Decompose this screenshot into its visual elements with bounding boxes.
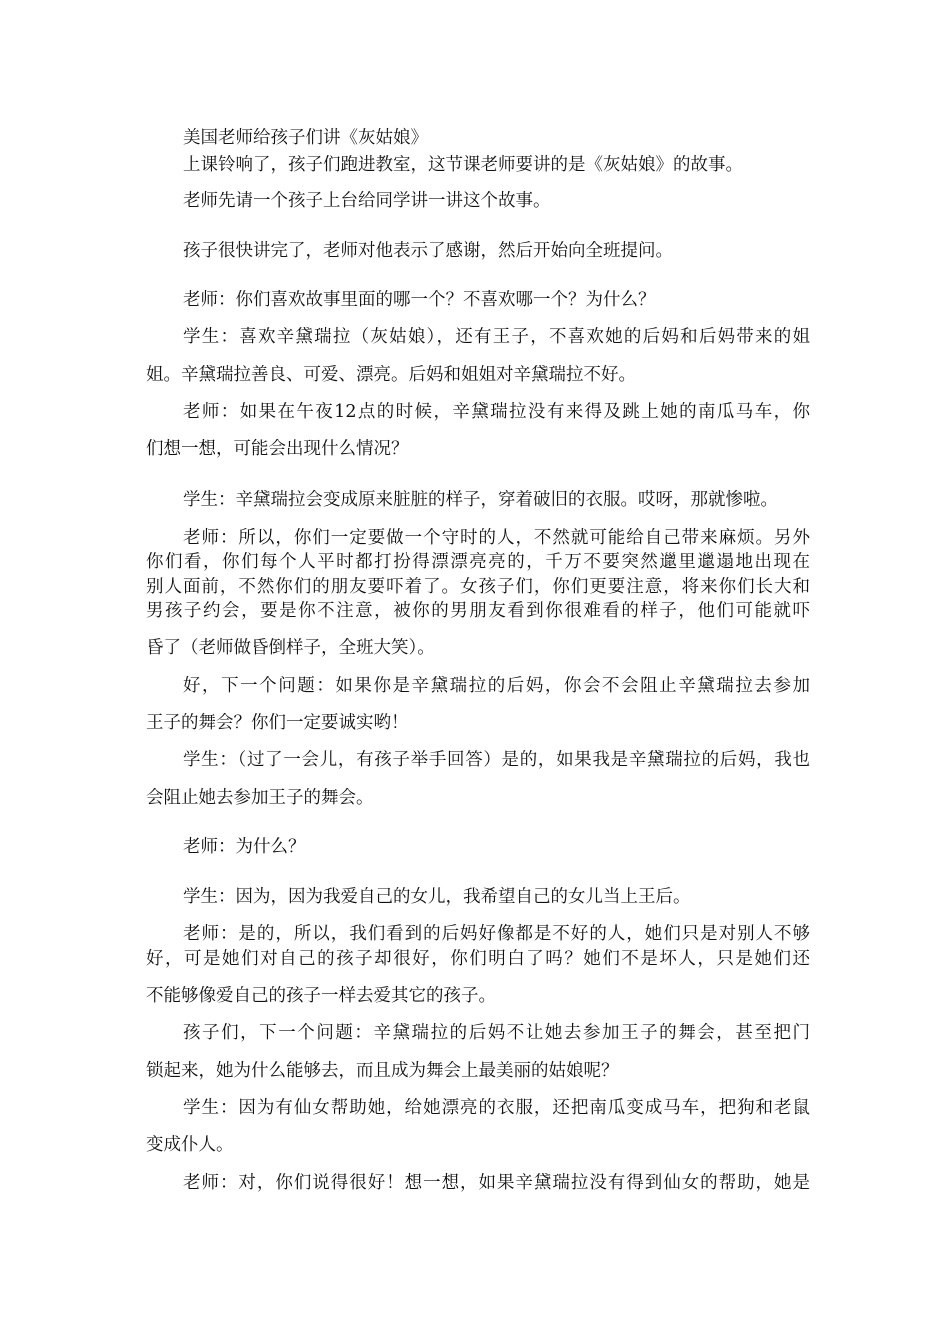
- text-line: 会阻止她去参加王子的舞会。: [146, 788, 374, 808]
- text-line: 老师：所以，你们一定要做一个守时的人，不然就可能给自己带来麻烦。另外: [183, 528, 810, 548]
- text-line: 好，可是她们对自己的孩子却很好，你们明白了吗？她们不是坏人，只是她们还: [146, 949, 810, 969]
- document-title: 美国老师给孩子们讲《灰姑娘》: [183, 128, 428, 148]
- text-line: 变成仆人。: [146, 1135, 234, 1155]
- text-line: 老师：是的，所以，我们看到的后妈好像都是不好的人，她们只是对别人不够: [183, 924, 810, 944]
- text-line: 学生：喜欢辛黛瑞拉（灰姑娘），还有王子，不喜欢她的后妈和后妈带来的姐: [183, 327, 810, 347]
- text-line: 别人面前，不然你们的朋友要吓着了。女孩子们，你们更要注意，将来你们长大和: [146, 577, 810, 597]
- text-line: 老师先请一个孩子上台给同学讲一讲这个故事。: [183, 191, 551, 211]
- text-line: 你们看，你们每个人平时都打扮得漂漂亮亮的，千万不要突然邋里邋遢地出现在: [146, 552, 810, 572]
- text-line: 好，下一个问题：如果你是辛黛瑞拉的后妈，你会不会阻止辛黛瑞拉去参加: [183, 676, 810, 696]
- text-line: 学生：因为有仙女帮助她，给她漂亮的衣服，还把南瓜变成马车，把狗和老鼠: [183, 1098, 810, 1118]
- text-line: 学生：因为，因为我爱自己的女儿，我希望自己的女儿当上王后。: [183, 887, 691, 907]
- text-line: 姐。辛黛瑞拉善良、可爱、漂亮。后妈和姐姐对辛黛瑞拉不好。: [146, 365, 636, 385]
- text-line: 老师：为什么？: [183, 837, 306, 857]
- text-line: 男孩子约会，要是你不注意，被你的男朋友看到你很难看的样子，他们可能就吓: [146, 601, 810, 621]
- text-line: 锁起来，她为什么能够去，而且成为舞会上最美丽的姑娘呢？: [146, 1061, 619, 1081]
- text-line: 学生：辛黛瑞拉会变成原来脏脏的样子，穿着破旧的衣服。哎呀，那就惨啦。: [183, 490, 778, 510]
- text-line: 老师：如果在午夜12点的时候，辛黛瑞拉没有来得及跳上她的南瓜马车，你: [183, 402, 810, 422]
- text-line: 上课铃响了，孩子们跑进教室，这节课老师要讲的是《灰姑娘》的故事。: [183, 155, 743, 175]
- text-line: 老师：你们喜欢故事里面的哪一个？不喜欢哪一个？为什么？: [183, 290, 656, 310]
- text-line: 学生：（过了一会儿，有孩子举手回答）是的，如果我是辛黛瑞拉的后妈，我也: [183, 750, 810, 770]
- text-line: 不能够像爱自己的孩子一样去爱其它的孩子。: [146, 986, 496, 1006]
- text-line: 王子的舞会？你们一定要诚实哟！: [146, 713, 409, 733]
- text-line: 孩子很快讲完了，老师对他表示了感谢，然后开始向全班提问。: [183, 241, 673, 261]
- text-line: 昏了（老师做昏倒样子，全班大笑）。: [146, 638, 435, 658]
- text-line: 们想一想，可能会出现什么情况？: [146, 439, 409, 459]
- text-line: 孩子们，下一个问题：辛黛瑞拉的后妈不让她去参加王子的舞会，甚至把门: [183, 1023, 810, 1043]
- text-line: 老师：对，你们说得很好！想一想，如果辛黛瑞拉没有得到仙女的帮助，她是: [183, 1173, 810, 1193]
